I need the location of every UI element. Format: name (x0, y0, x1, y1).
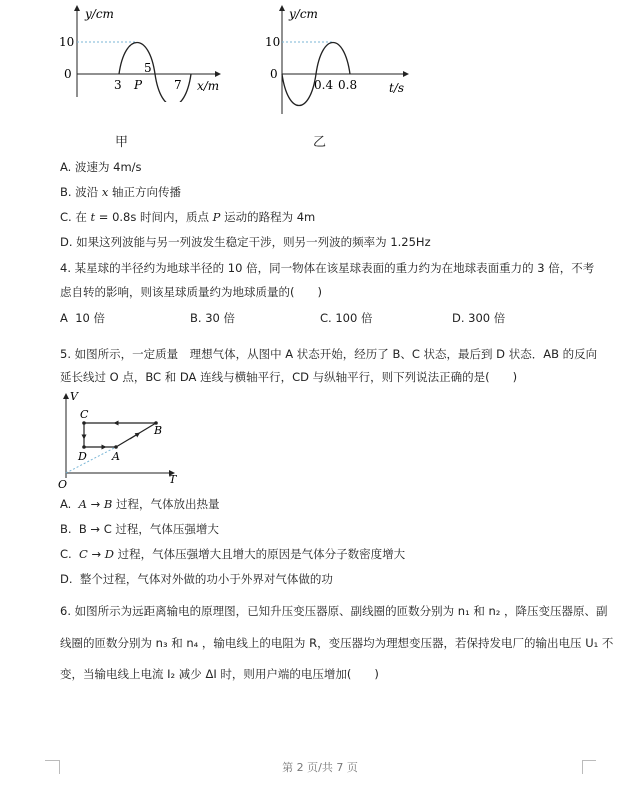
vt-t-label: T (169, 473, 177, 486)
q3-option-c (60, 210, 315, 224)
q5-stem-line2: 延长线过 O 点，BC 和 DA 连线与横轴平行，CD 与纵轴平行，则下列说法正确的是( ) (60, 370, 518, 384)
q5-option-c: C. C → D 过程，气体压强增大且增大的原因是气体分子数密度增大 (60, 547, 406, 561)
q4-stem-line2: 虑自转的影响，则该星球质量约为地球质量的( ) (60, 285, 322, 299)
figure-yi-caption: 乙 (313, 135, 327, 150)
q4-option-d: D. 300 倍 (452, 311, 506, 325)
q5-option-b: B. B → C 过程，气体压强增大 (60, 522, 219, 536)
jia-ylabel: y/cm (85, 7, 114, 21)
q3-option-a-letter: A. (60, 160, 72, 174)
yi-t1-label: 0.4 (314, 78, 334, 92)
jia-x5-label: 5 (144, 61, 152, 75)
page-corner-right (582, 760, 597, 774)
q3-option-c-var2: P (212, 210, 221, 224)
yi-t2-label: 0.8 (338, 78, 358, 92)
q3-option-a-text: 波速为 4m/s (74, 160, 142, 174)
q5-stem-line1: 5. 如图所示，一定质量 理想气体，从图中 A 状态开始，经历了 B、C 状态，最后到 D 状态．AB 的反向 (60, 347, 598, 361)
q3-option-b (60, 185, 181, 199)
q5-option-d: D. 整个过程，气体对外做的功小于外界对气体做的功 (60, 572, 333, 586)
q6-stem-line3: 变，当输电线上电流 I₂ 减少 ΔI 时，则用户端的电压增加( ) (60, 667, 379, 681)
q3-option-d-text: 如果这列波能与另一列波发生稳定干涉，则另一列波的频率为 1.25Hz (76, 235, 431, 249)
vt-point-c (82, 421, 86, 425)
q5-option-a: A. A → B 过程，气体放出热量 (60, 497, 220, 511)
jia-x7-label: 7 (174, 78, 182, 92)
q3-option-b-letter: B. (60, 185, 72, 199)
vt-a-label: A (112, 450, 120, 463)
figure-jia-wave-graph (55, 2, 225, 102)
q4-option-b: B. 30 倍 (190, 311, 235, 325)
jia-p-label: P (134, 78, 143, 92)
figure-jia-caption: 甲 (115, 135, 129, 150)
vt-d-label: D (78, 450, 87, 463)
vt-point-a (114, 445, 118, 449)
q3-option-b-post: 轴正方向传播 (108, 185, 182, 199)
q3-option-c-letter: C. (60, 210, 72, 224)
q4-option-c: C. 100 倍 (320, 311, 373, 325)
page-corner-right-top (582, 760, 596, 761)
jia-wave-curve (119, 43, 191, 103)
vt-o-label: O (58, 478, 68, 490)
yi-xlabel: t/s (389, 81, 405, 95)
q6-stem-line1: 6. 如图所示为远距离输电的原理图，已知升压变压器原、副线圈的匝数分别为 n₁ 和 n₂ ，降压变压器原、副 (60, 604, 608, 618)
q3-option-d (60, 235, 431, 249)
yi-zero-label: 0 (270, 67, 278, 81)
jia-zero-label: 0 (64, 67, 72, 81)
jia-amp-label: 10 (59, 35, 75, 49)
yi-ylabel: y/cm (289, 7, 318, 21)
q6-stem-line2: 线圈的匝数分别为 n₃ 和 n₄ ，输电线上的电阻为 R，变压器均为理想变压器，若保持发电厂的输出电压 U₁ 不 (60, 636, 614, 650)
vt-point-d (82, 445, 86, 449)
q3-option-c-post: 运动的路程为 4m (220, 210, 316, 224)
figure-yi-vibration-graph (258, 2, 418, 122)
q4-stem-line1: 4. 某星球的半径约为地球半径的 10 倍，同一物体在该星球表面的重力约为在地球表面重力的 3 倍，不考 (60, 261, 595, 275)
figure-vt-diagram (56, 390, 191, 490)
q3-option-d-letter: D. (60, 235, 73, 249)
q3-option-b-pre: 波沿 (75, 185, 102, 199)
q3-option-b-var: x (101, 185, 109, 199)
q3-option-c-mid: = 0.8s 时间内，质点 (95, 210, 213, 224)
yi-amp-label: 10 (265, 35, 281, 49)
vt-arrow-ab (130, 434, 138, 439)
q4-option-a: A 10 倍 (60, 311, 105, 325)
page-number: 第 2 页/共 7 页 (282, 761, 358, 774)
q3-option-c-pre: 在 (75, 210, 91, 224)
q3-option-c-var: t (90, 210, 96, 224)
vt-b-label: B (154, 424, 163, 437)
jia-xlabel: x/m (197, 79, 220, 93)
vt-c-label: C (80, 408, 89, 421)
vt-ab-extension-dash (66, 447, 116, 473)
jia-x3-label: 3 (114, 78, 122, 92)
vt-v-label: V (70, 390, 78, 403)
q3-option-a (60, 160, 142, 174)
